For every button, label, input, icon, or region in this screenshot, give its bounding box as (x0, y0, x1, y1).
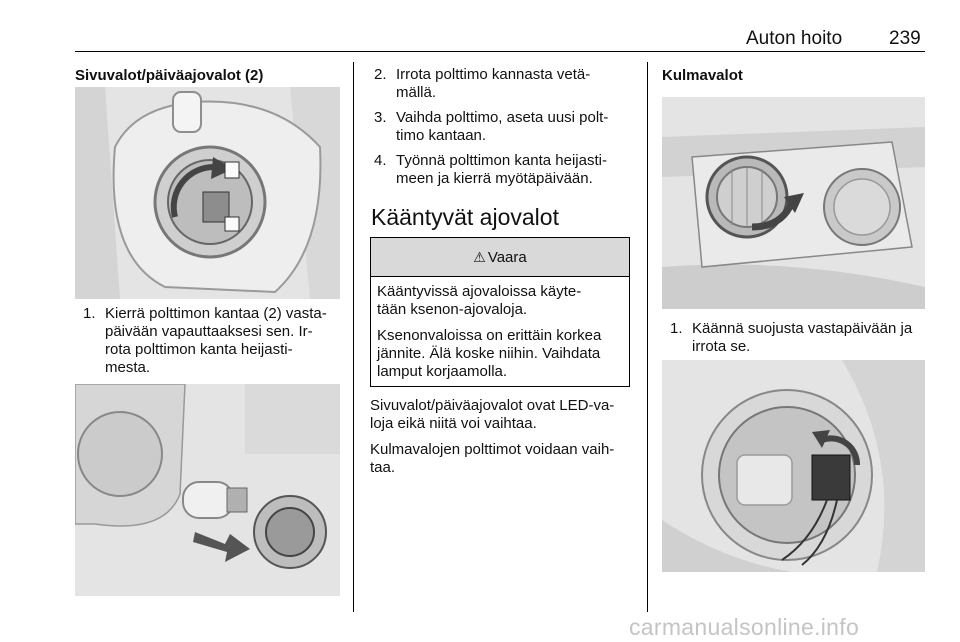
left-step-1-line: mesta. (105, 359, 151, 376)
warning-triangle-icon: ⚠ (473, 248, 486, 265)
warning-paragraph-1 (377, 283, 623, 319)
left-step-1-line: Kierrä polttimon kantaa (2) vasta- (105, 305, 327, 322)
warning-box (370, 237, 630, 387)
step-2-line: mällä. (396, 84, 437, 101)
section-heading: Kääntyvät ajovalot (371, 204, 559, 230)
warning-p1-line: tään ksenon-ajovaloja. (377, 301, 528, 318)
warning-paragraph-2 (377, 327, 623, 381)
step-4-number: 4. (374, 152, 387, 169)
side-light-socket-illustration (75, 87, 340, 299)
header-title: Auton hoito (746, 28, 843, 49)
left-step-1-line: rota polttimon kanta heijasti- (105, 341, 293, 358)
left-section-title: Sivuvalot/päiväajovalot (2) (75, 67, 264, 84)
cornering-bulb-illustration (662, 360, 925, 572)
warning-p2-line: lamput korjaamolla. (377, 363, 508, 380)
warning-label: Vaara (487, 248, 527, 266)
left-step-1-number: 1. (83, 305, 96, 322)
step-4-line: Työnnä polttimon kanta heijasti- (396, 152, 607, 169)
step-2-number: 2. (374, 66, 387, 83)
step-3-number: 3. (374, 109, 387, 126)
info-p2-line: taa. (370, 459, 396, 476)
step-2-line: Irrota polttimo kannasta vetä- (396, 66, 591, 83)
left-step-1-line: päivään vapauttaaksesi sen. Ir- (105, 323, 313, 340)
cornering-light-illustration (662, 97, 925, 309)
right-section-title: Kulmavalot (662, 67, 743, 84)
warning-p2-line: Ksenonvaloissa on erittäin korkea (377, 327, 602, 344)
info-paragraph-2 (370, 441, 635, 477)
right-step-1-number: 1. (670, 320, 683, 337)
info-p1-line: Sivuvalot/päiväajovalot ovat LED-va- (370, 397, 615, 414)
info-paragraph-1 (370, 397, 635, 433)
step-4-line: meen ja kierrä myötäpäivään. (396, 170, 593, 187)
column-divider-2 (647, 62, 648, 612)
info-p1-line: loja eikä niitä voi vaihtaa. (370, 415, 537, 432)
step-3-line: Vaihda polttimo, aseta uusi polt- (396, 109, 609, 126)
step-3-line: timo kantaan. (396, 127, 487, 144)
info-p2-line: Kulmavalojen polttimot voidaan vaih- (370, 441, 615, 458)
watermark: carmanualsonline.info (629, 614, 860, 640)
right-step-1-line: irrota se. (692, 338, 751, 355)
right-step-1-line: Käännä suojusta vastapäivään ja (692, 320, 913, 337)
warning-header (371, 238, 629, 277)
warning-p2-line: jännite. Älä koske niihin. Vaihdata (377, 345, 601, 362)
page-number: 239 (889, 28, 921, 49)
warning-p1-line: Kääntyvissä ajovaloissa käyte- (377, 283, 582, 300)
header-rule (75, 51, 925, 52)
column-divider-1 (353, 62, 354, 612)
bulb-removal-illustration (75, 384, 340, 596)
